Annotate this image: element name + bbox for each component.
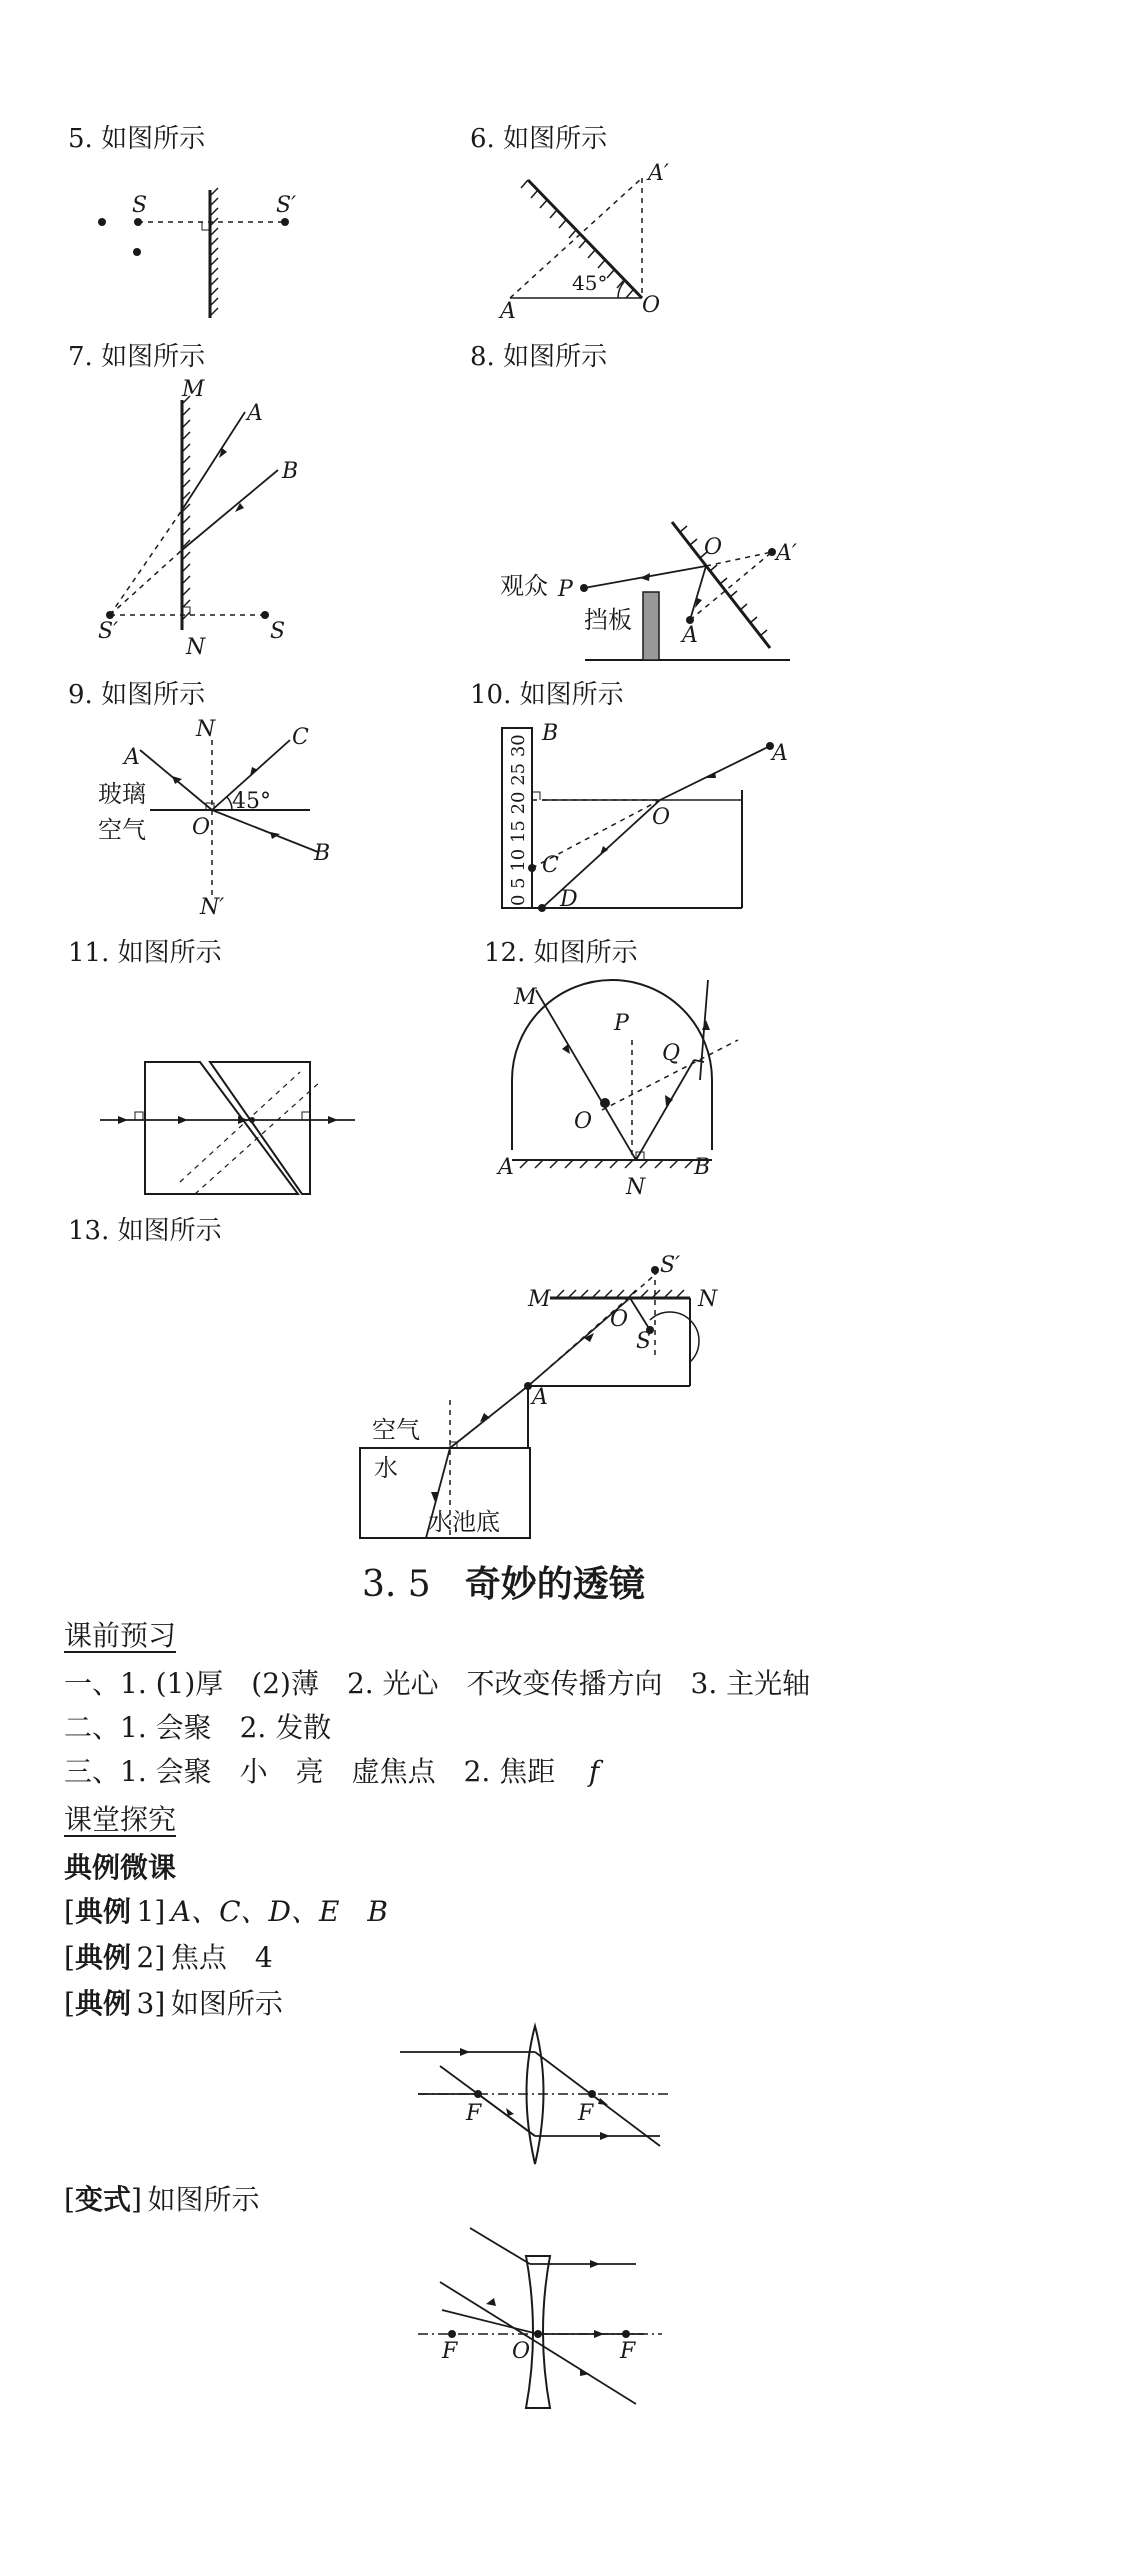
fig12-p-label: P — [614, 1011, 629, 1036]
lens1-f-left-label: F — [466, 2101, 482, 2126]
item-12-label: 12. 如图所示 — [484, 938, 638, 968]
fig13-m-label: M — [528, 1287, 551, 1312]
example-3: [典例 3] 如图所示 — [64, 1987, 283, 2020]
lens2-o-label: O — [512, 2339, 531, 2364]
example-3-label: 典例 — [74, 1987, 131, 2020]
item-10-label: 10. 如图所示 — [470, 680, 624, 710]
fig7-m-label: M — [182, 377, 205, 402]
fig7-a-label: A — [247, 401, 263, 426]
preview-heading: 课前预习 — [64, 1619, 177, 1652]
example-2-label: 典例 — [74, 1941, 131, 1974]
fig13-pool-bottom-label: 水池底 — [428, 1508, 500, 1536]
item-6-label: 6. 如图所示 — [470, 124, 608, 154]
fig9-c-label: C — [292, 725, 309, 750]
fig13-a-label: A — [532, 1385, 548, 1410]
fig8-p-label: P — [558, 577, 573, 602]
fig12-b-label: B — [694, 1155, 711, 1180]
example-1-answer: A、C、D、E B — [170, 1895, 389, 1928]
lens2-f-left-label: F — [442, 2339, 458, 2364]
fig5-s-label: S — [132, 193, 148, 218]
fig13-s-label: S — [636, 1329, 652, 1354]
fig7-s-prime-label: S′ — [98, 619, 119, 644]
example-2-answer: 焦点 4 — [170, 1941, 273, 1974]
fig8-audience-label: 观众 — [500, 572, 548, 600]
example-2-number: 2 — [136, 1941, 155, 1974]
fig12-m-label: M — [514, 985, 537, 1010]
classroom-heading: 课堂探究 — [64, 1803, 177, 1836]
item-11-label: 11. 如图所示 — [68, 938, 222, 968]
example-1-label: 典例 — [74, 1895, 131, 1928]
fig13-water-label: 水 — [374, 1454, 398, 1482]
example-3-answer: 如图所示 — [170, 1987, 283, 2020]
lens1-f-right-label: F — [578, 2101, 594, 2126]
fig9-glass-label: 玻璃 — [98, 780, 146, 808]
fig10-d-label: D — [560, 887, 578, 912]
fig6-a-prime-label: A′ — [648, 161, 669, 186]
fig9-b-label: B — [314, 841, 331, 866]
fig7-s-label: S — [270, 619, 286, 644]
fig9-air-label: 空气 — [98, 816, 146, 844]
fig7-n-label: N — [186, 635, 206, 660]
fig9-a-label: A — [124, 745, 140, 770]
fig5-s-prime-label: S′ — [276, 193, 297, 218]
classroom-subheading: 典例微课 — [64, 1851, 177, 1884]
fig6-o-label: O — [642, 293, 661, 318]
fig12-q-label: Q — [662, 1041, 681, 1066]
example-2: [典例 2] 焦点 4 — [64, 1941, 273, 1974]
example-1: [典例 1] A、C、D、E B — [64, 1895, 389, 1928]
fig12-n-label: N — [626, 1175, 646, 1200]
fig7-b-label: B — [282, 459, 299, 484]
fig12-a-label: A — [498, 1155, 514, 1180]
fig10-c-label: C — [542, 853, 559, 878]
fig6-angle-label: 45° — [572, 271, 608, 295]
variant-answer: 如图所示 — [147, 2183, 260, 2216]
section-name: 奇妙的透镜 — [464, 1564, 645, 1605]
example-3-number: 3 — [136, 1987, 155, 2020]
fig6-a-label: A — [500, 299, 516, 324]
fig9-n-prime-label: N′ — [200, 895, 225, 920]
item-9-label: 9. 如图所示 — [68, 680, 206, 710]
fig10-b-label: B — [542, 721, 559, 746]
item-7-label: 7. 如图所示 — [68, 342, 206, 372]
fig10-a-label: A — [772, 741, 788, 766]
preview-line-3-f: f — [588, 1755, 600, 1788]
fig10-o-label: O — [652, 805, 671, 830]
fig9-n-label: N — [196, 717, 216, 742]
fig13-n-label: N — [698, 1287, 718, 1312]
variant-label: 变式 — [74, 2183, 131, 2216]
example-1-number: 1 — [136, 1895, 155, 1928]
fig8-o-label: O — [704, 535, 723, 560]
fig9-o-label: O — [192, 815, 211, 840]
item-5-label: 5. 如图所示 — [68, 124, 206, 154]
section-number: 3. 5 — [362, 1564, 431, 1605]
fig8-a-label: A — [682, 623, 698, 648]
fig10-scale-label: 0 5 10 15 20 25 30 — [508, 734, 529, 906]
preview-line-1: 一、1. (1)厚 (2)薄 2. 光心 不改变传播方向 3. 主光轴 — [64, 1667, 811, 1700]
fig13-s-prime-label: S′ — [660, 1253, 681, 1278]
preview-line-3-text: 三、1. 会聚 小 亮 虚焦点 2. 焦距 — [64, 1755, 556, 1788]
fig8-baffle-label: 挡板 — [584, 606, 632, 634]
variant: [变式] 如图所示 — [64, 2183, 260, 2216]
fig8-a-prime-label: A′ — [776, 541, 797, 566]
item-8-label: 8. 如图所示 — [470, 342, 608, 372]
preview-line-2: 二、1. 会聚 2. 发散 — [64, 1711, 332, 1744]
fig9-angle-label: 45° — [232, 789, 271, 814]
fig13-air-label: 空气 — [372, 1416, 420, 1444]
lens2-f-right-label: F — [620, 2339, 636, 2364]
item-13-label: 13. 如图所示 — [68, 1216, 222, 1246]
fig13-o-label: O — [610, 1307, 629, 1332]
fig12-o-label: O — [574, 1109, 593, 1134]
